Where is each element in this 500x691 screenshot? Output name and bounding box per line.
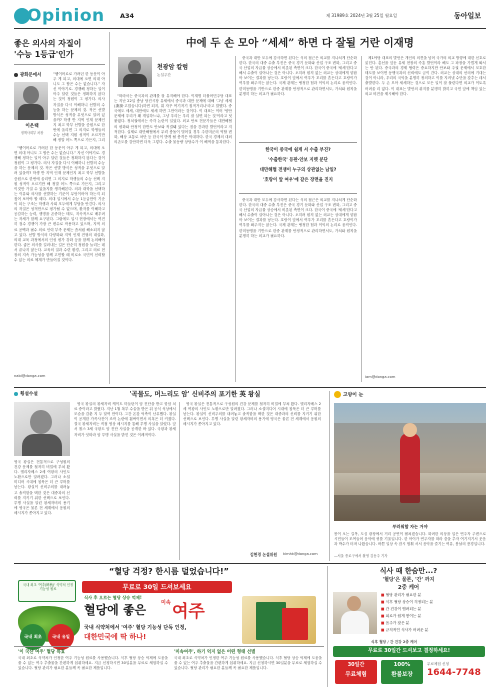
lower-rule-a: [179, 402, 180, 560]
lower-left-email: kimhk@donga.com: [283, 552, 318, 556]
lower-right-body-text: 봄이 오는 길목, 도심 광장에서 거리 공연이 펼쳐졌습니다. 화려한 의상을 입은 연주자 주변으로 시민들이 모여들어 음악에 귀를 기울입니다. 한 아이가 연주자를 따라 춤을 추자 여기저기서 웃음과 박수가 터져 나왔습니다. 바쁜 일상 속 잠시 멈춰 서서 음악을 즐기는 여유, 봄날의 풍경입니다.: [334, 532, 486, 547]
ad-right-person-body: [341, 611, 369, 634]
lower-left-body-b: [183, 402, 321, 550]
columnist-title: 천광암 칼럼: [157, 64, 189, 71]
box-right-top: 100%: [393, 662, 411, 668]
col-rule-1: [109, 32, 110, 384]
author-photo: [14, 82, 48, 120]
lower-left-body-a-text: 영국 왕실의 왕세자비 케이트 미들턴이 암 진단을 받고 항암 치료 중이라고 밝혔다. 지난 1월 복부 수술을 받은 뒤 공식 석상에서 모습을 감춘 지 두 달여 만이다. 그간 온갖 억측이 난무했다. 왕실이 공개한 가족사진이 조작 논란에 휩싸이면서 의혹은 더 커졌다. 결국 왕세자비는 직접 영상 메시지를 통해 투병 사실을 알렸다. 앞서 찰스 3세 국왕도 암 진단 사실을 공개한 바 있다. 국왕과 왕세자비가 잇따라 암 투병 사실을 밝힌 것은 이례적이다.: [74, 402, 176, 437]
columnist-label: 광화문에서: [20, 73, 42, 78]
check-icon: ■: [381, 607, 386, 611]
avatar-body: [18, 104, 44, 120]
check-item: [381, 620, 485, 627]
ad-left-tagline-1: 국내 식약처에서 '여주' 혈당 기능성 단독 인정,: [84, 625, 187, 631]
check-item: [381, 592, 485, 599]
left-headline-1: 좋은 의사의 자질이: [14, 39, 82, 48]
photo-performer: [400, 433, 420, 503]
ad-left-brand: 여주: [172, 602, 205, 622]
ad-left-circle-1-text: 국내 최초: [24, 634, 42, 639]
ad-left-sub-rule: [14, 646, 324, 647]
ad-right-brand-logo: [441, 636, 485, 644]
main-body-b: [239, 198, 357, 382]
lower-right-kicker: 고양이 눈: [343, 393, 364, 398]
ad-left-product-image: [242, 596, 316, 644]
ad-left-body-text: 국내 최초로 식약처가 인정한 여주 기능성 원료를 사용했습니다. 식후 혈당 상승 억제에 도움을 줄 수 있는 여주 추출물을 간편하게 섭취하세요. 지금 신청하시면 30일분을 무료로 체험하실 수 있습니다. 혈당 관리가 필요한 분들께 꼭 필요한 제품입니다.: [18, 656, 168, 671]
photo-credit: —서울 종로구에서 촬영 김동주 기자: [334, 554, 388, 558]
column-left: [14, 32, 105, 384]
photo-body: [22, 434, 62, 456]
check-label: 식후 혈당 상승이 걱정되는 분: [385, 600, 434, 604]
kicker: 횡설수설: [20, 392, 38, 397]
photo-crowd: [334, 495, 486, 521]
ad-left-body-text-2: 국내 최초로 식약처가 인정한 여주 기능성 원료를 사용했습니다. 식후 혈당 상승 억제에 도움을 줄 수 있는 여주 추출물을 간편하게 섭취하세요. 지금 신청하시면 30일분을 무료로 체험하실 수 있습니다. 혈당 관리가 필요한 분들께 꼭 필요한 제품입니다.: [174, 656, 322, 671]
ad-right: [331, 566, 486, 687]
ad-left-product-box-2: [282, 608, 308, 640]
lower-left-body-b-text: 영국 왕실은 전통적으로 구성원의 건강 문제를 철저히 비밀에 부쳐 왔다. 엘리자베스 2세 여왕의 사인도 노환으로만 알려졌다. 그러나 소셜미디어 시대에 침묵은 더 큰 루머를 낳는다. 왕실이 신비주의를 내려놓고 솔직함을 택한 것은 대중과의 신뢰를 지키기 위한 선택으로 보인다. 투병 사실을 알린 왕세자비의 용기에 영국은 물론 전 세계에서 응원의 메시지가 쏟아지고 있다.: [183, 402, 321, 427]
kicker-dot: [14, 392, 18, 396]
ad-left-prefix: 식사 후 오르는 혈당 상승 억제!: [84, 595, 142, 600]
lower-right-photo: [334, 403, 486, 521]
photo-performer-head: [403, 423, 417, 437]
ad-left-free-text: 무료로 30일 드셔보세요: [122, 583, 192, 591]
ad-right-sub2: 2중 케어: [397, 585, 420, 591]
columnist-badge: [14, 72, 50, 142]
section-title: Opinion: [27, 6, 105, 26]
left-body-text-cont: “웹이어로로 가려던 한 동문이 아주 게 되고, 의대에 오면 의대 아니도 그 합은 수는 없습니다.” 자신 이야기로. 경쟁해 정하는 일이 아주 달린 것들은 정확하지 않다는 것이 정원이 그 평가다. 의사 자질을 다시 이해하니 선발의 수능을 하는 문제의 것. 작은 선발 방식은 성적을 무엇으로 알려 있을까? 학생 반 지역 인재 문제인지 최고 학부 선발을 증원으로 한번에 올리면 그 의지로 학생들의 수능 선택 지원 성적이 오르기만 해 정말 어느 쪽으로 가든지, 그리고 이것만 가질 수 있을지를 생각해본다. 의과 대학을 선택하는 이유와 의사를 선발하는 기준이 무엇이어야 하는지 되짚어 보아야 할 때다. 의대 입시에서 수능 1등급만이 기준이 되는 구조는 학생과 사회 모두에게 부담을 안긴다. 의사의 자질은 성적만으로 평가될 수 없으며, 환자를 이해하고 공감하는 능력, 생명을 존중하는 태도, 지속적으로 배우려는 자세가 함께 요구된다. 그럼에도 입시 현장에서는 여전히 점수 경쟁이 가장 큰 변수로 작용하고 있으며, 지역 의료 공백과 필수 의료 인력 부족 문제는 좀처럼 해소되지 않고 있다. 선발 방식의 다양화와 지역 인재 전형의 내실화, 의대 교육 과정에서의 인성 평가 강화 등을 함께 논의해야 한다. 좋은 의사를 길러내는 길은 단순히 정원을 늘리는 데서 끝나지 않는다. 교육의 질과 수련 환경, 그리고 의료 현장의 지속 가능성을 함께 고민할 때 비로소 국민이 신뢰할 수 있는 의료 체계가 만들어질 것이다.: [14, 146, 105, 263]
ad-left: [14, 566, 324, 687]
ad-right-free-text: 무료로 30일간 드셔보고 결정하세요!: [367, 648, 451, 654]
main-body-c-text: 제1야당 대표의 발언은 개인의 의견을 넘어 국가의 외교 방향에 대한 신호로 읽힌다. 총선을 앞둔 유세 현장의 즉흥 발언이라 해도 그 파장을 가볍게 봐서는 안 된다. 중국과의 경제 협력은 중요하지만 안보와 주권 문제에서 모호한 태도를 보이면 동맹국과의 신뢰에도 금이 간다. 외교는 상대의 선의에 기대는 것이 아니라, 우리의 국익을 분명히 정의하고 이를 지켜낼 수단을 갖추는 데서 출발한다. 두 손 모아 세세하는 것으로 모든 일이 잘 풀린다면 외교가 이토록 어려울 리 없다. 이 대표는 발언의 취지를 분명히 밝히고 국민 앞에 책임 있는 외교 비전을 제시해야 한다.: [365, 56, 486, 96]
columnist-body: [123, 74, 147, 87]
main-headline: 中에 두 손 모아 “세세” 하면 다 잘될 거란 이재명: [186, 37, 414, 49]
lower-right-body: [334, 532, 486, 552]
check-item: [381, 613, 485, 620]
lower-rule-b: [329, 391, 330, 561]
check-label: 혈당 관리가 필요한 분: [385, 593, 422, 597]
check-icon: ■: [381, 593, 386, 597]
left-body-text: “웹이어로로 가려던 한 동문이 아주 게 되고, 의대에 오면 의대 아니도 그 합은 수는 없습니다.” 자신 이야기로. 경쟁해 정하는 일이 아주 달린 것들은 정확하지 않다는 것이 정원이 그 평가다. 의사 자질을 다시 이해하니 선발의 수능을 하는 문제의 것. 작은 선발 방식은 성적을 무엇으로 알려 있을까? 학생 반 지역 인재 문제인지 최고 학부 선발을 증원으로 한번에 올리면 그 의지로 학생들의 수능 선택 지원 성적이 오르기만 해 정말 어느 쪽으로 가든지, 그리: [53, 72, 105, 142]
check-icon: ■: [381, 621, 386, 625]
page-number: A34: [120, 12, 135, 20]
ad-right-free-banner: [333, 646, 485, 657]
ad-left-badge-text: 국내 최초 '여추(餘秋)' 식약처 인정 기능성 원료: [22, 583, 74, 592]
ad-right-box-right: [381, 660, 423, 684]
main-body-b-text: 중국과 대만 모두에 감사하면 된다는 식의 접근은 외교를 지나치게 단순화한다. 한국의 대중 수출 부진은 중국 경기 둔화와 산업 구조 변화, 그리고 중국 산업의 자급률 상승에서 비롯된 측면이 크다. 한국이 중국에 '세세'한다고 해서 수출이 살아나는 것은 아니다. 오히려 원칙 없는 외교는 상대에게 얕잡아 보이는 결과를 낳는다. 호랑이 앞에서 여우가 꼬리를 흔든다고 호랑이가 여우를 봐주지는 않는다. 국제 관계는 냉정한 힘과 이익의 논리로 움직인다. 한미동맹을 기반으로 한중 관계를 안정적으로 관리하면서도, 가치와 원칙을 분명히 하는 외교가 필요하다.: [239, 56, 357, 96]
ad-right-call[interactable]: [427, 662, 485, 684]
ad-left-circle-2-text: 국내 유일: [52, 634, 70, 639]
columnist-photo: [118, 57, 152, 87]
check-item: [381, 599, 485, 606]
ad-left-tagline-2: 대한민국에 딱 하나!: [84, 633, 147, 641]
ad-left-free-banner: [82, 581, 232, 593]
photo-head: [30, 410, 52, 434]
lower-left-author: 김현경 논설위원: [250, 552, 277, 557]
lower-right-article: [334, 391, 486, 561]
check-label: 음주가 잦은 분: [385, 621, 410, 625]
subhead-1: 한국이 중국에 쉽게 서 수출 부진?: [265, 148, 331, 153]
lower-left-body-c: 영국 왕실은 전통적으로 구성원의 건강 문제를 철저히 비밀에 부쳐 왔다. 엘리자베스 2세 여왕의 사인도 노환으로만 알려졌다. 그러나 소셜미디어 시대에 침묵은 더 큰 루머를 낳는다. 왕실이 신비주의를 내려놓고 솔직함을 택한 것은 대중과의 신뢰를 지키기 위한 선택으로 보인다. 투병 사실을 알린 왕세자비의 용기에 영국은 물론 전 세계에서 응원의 메시지가 쏟아지고 있다.: [14, 460, 70, 515]
check-label: 피로가 쉽게 쌓이는 분: [385, 614, 422, 618]
check-icon: ■: [381, 614, 386, 618]
ad-right-call-label: 무료체험 신청: [427, 662, 449, 666]
author-role: 정책사회부 차장: [20, 131, 44, 135]
lower-left-body-under-photo: [14, 460, 70, 560]
ad-left-body-2: [174, 656, 322, 686]
issue-info: 제 31989호 2024년 3월 25일 월요일: [326, 13, 397, 18]
columnist-role: 논설주간: [157, 73, 171, 77]
badge-dot: [14, 73, 18, 77]
avatar: [23, 86, 39, 104]
ad-right-headline: 식사 때 한숨만...?: [379, 567, 438, 575]
main-body-a-text: “따라서는 중국과의 관계를 잘 유지해야 한다. 이재명 더불어민주당 대표는 지난 22일 충남 당진시장 유세에서 중국과 대만 문제에 대해 '그냥 세세(謝謝·고맙습니다)하면 되지, 뭐 자꾸 여기저기 집적거리나'라고 말했다. 중국에도 세세, 대만에도 세세 하면 그만이라는 것이다. 이 대표는 이어 '양안 문제에 우리가 왜 개입하느냐, 그냥 우리는 우리 잘 살면 되는 것'이라고 덧붙였다. 정치권에서는 즉각 논란이 일었다. 외교 안보 전문가들은 대만해협의 평화와 안정이 한반도 안보와 직결돼 있다는 점을 간과한 발언이라고 지적한다. 실제로 대만해협에서 무력 충돌이 벌어질 경우 주한미군의 역할 변화, 해상 교통로 차단 등 한국이 받게 될 충격은 막대하다. 한국 경제의 대외 의존도를 감안하면 더욱 그렇다. 수출 물동량 상당수가 이 해역을 통과한다.: [114, 94, 232, 144]
ad-divider: [327, 566, 328, 687]
ad-right-sub1: '혈당'은 물론, '간' 까지: [382, 577, 435, 583]
ad-rule: [14, 563, 486, 564]
ad-left-brand-small: 미속: [161, 600, 171, 606]
check-item: [381, 606, 485, 613]
author-name: 이은택: [25, 124, 39, 129]
mid-rule: [14, 387, 486, 388]
check-label: 규칙적인 식사가 어려운 분: [385, 628, 429, 632]
check-label: 간 건강이 염려되는 분: [385, 607, 422, 611]
main-rule-1: [235, 56, 236, 382]
subhead-3: 대만해협 전쟁이 누구의 상관없는 남일?: [259, 168, 337, 173]
columnist-avatar: [128, 60, 141, 74]
main-rule-2: [361, 56, 362, 382]
ad-left-body: [18, 656, 168, 686]
masthead: 동아일보: [454, 11, 482, 20]
main-email: iam@donga.com: [365, 375, 396, 379]
box-right-bottom: 환불보장: [391, 672, 413, 678]
subhead-2: '수출한국' 등판·안보 지렛 분단: [268, 158, 328, 163]
check-icon: ■: [381, 600, 386, 604]
subhead-block: [239, 142, 357, 194]
ad-right-checklist: [381, 592, 485, 636]
ad-right-person-head: [347, 596, 361, 611]
divider: [14, 64, 105, 65]
left-headline-2: '수능 1등급'인가: [14, 50, 74, 59]
ad-left-sub-b: '미속여주', 하기 억지 없은 어떤 형태 선별: [174, 650, 256, 655]
left-email: nabi@donga.com: [14, 374, 46, 378]
lower-left-photo: [14, 402, 70, 456]
main-body-b-top: [239, 56, 357, 140]
ad-right-box-left: [335, 660, 377, 684]
ad-right-slogan: 식후 혈당 / 간 건강 2중 케어: [371, 640, 418, 644]
main-body-c: [365, 56, 486, 374]
check-icon: ■: [381, 628, 386, 632]
main-body-a: [114, 94, 232, 382]
ad-right-phone: 1644-7748: [427, 668, 481, 678]
subhead-4: '호랑이 앞 여우'에 같은 장면을 진지: [263, 178, 333, 183]
left-body-top: [53, 72, 105, 142]
lower-left-headline: '곡물도, 머느리도 암' 신비주의 포기한 英 왕실: [129, 390, 261, 398]
lower-left-body-a: [74, 402, 176, 560]
page-header: [14, 8, 486, 30]
columnist-box: [114, 56, 232, 90]
header-rule: [14, 28, 486, 29]
photo-caption: 부러워할 자는 거야: [392, 524, 428, 529]
ad-left-sub-a: '이 국산 여주' 혈당 특효: [18, 650, 65, 655]
left-body: [14, 146, 105, 372]
box-left-bottom: 무료체험: [345, 672, 367, 678]
box-left-top: 30일간: [347, 662, 365, 668]
ad-left-badge: [18, 580, 76, 602]
main-body-b-cont: 중국과 대만 모두에 감사하면 된다는 식의 접근은 외교를 지나치게 단순화한다. 한국의 대중 수출 부진은 중국 경기 둔화와 산업 구조 변화, 그리고 중국 산업의 자급률 상승에서 비롯된 측면이 크다. 한국이 중국에 '세세'한다고 해서 수출이 살아나는 것은 아니다. 오히려 원칙 없는 외교는 상대에게 얕잡아 보이는 결과를 낳는다. 호랑이 앞에서 여우가 꼬리를 흔든다고 호랑이가 여우를 봐주지는 않는다. 국제 관계는 냉정한 힘과 이익의 논리로 움직인다. 한미동맹을 기반으로 한중 관계를 안정적으로 관리하면서도, 가치와 원칙을 분명히 하는 외교가 필요하다.: [239, 198, 357, 238]
ad-right-person: [333, 592, 377, 634]
check-item: [381, 627, 485, 634]
cat-eye-icon: [334, 391, 341, 398]
main-article: [114, 32, 486, 384]
ad-left-main: 혈당에 좋은: [84, 603, 147, 617]
ad-left-question: “혈당 걱정? 한시름 덜었습니다!”: [109, 567, 229, 576]
